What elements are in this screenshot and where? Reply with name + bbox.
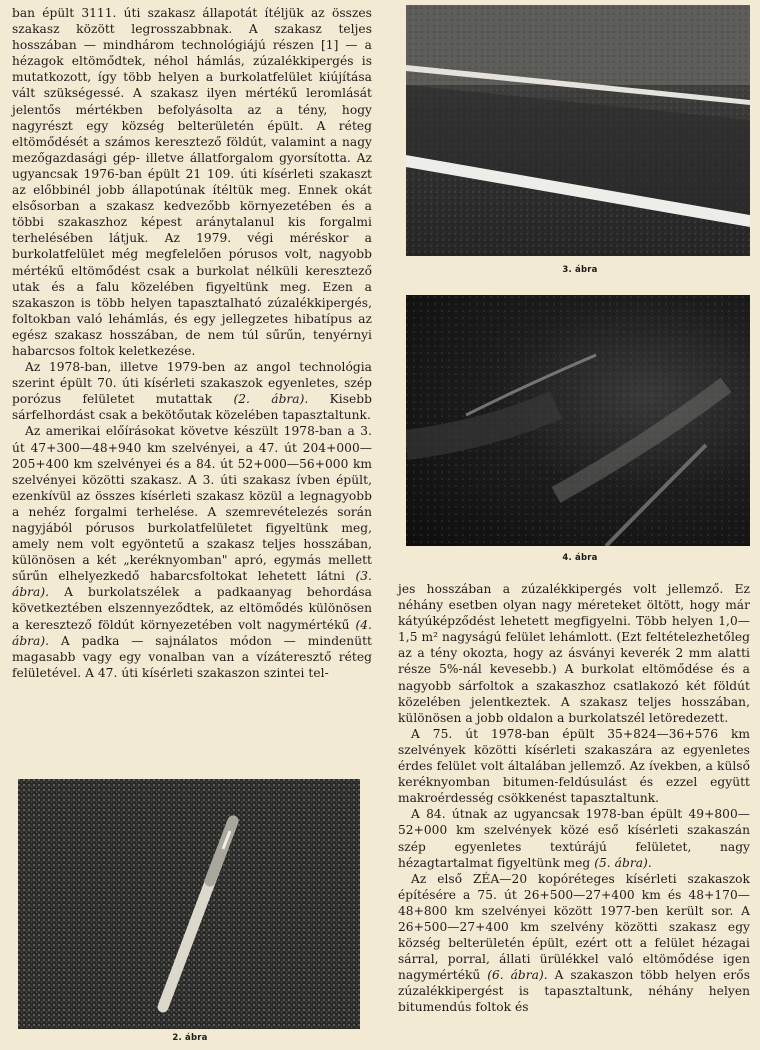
text-run: Az első ZÉA—20 kopóréteges kísérleti szakaszok építésére a 75. út 26+500—27+400 km és 48+170—48+800 km szelvényei között 1977-ben került sor. A 26+500—27+400 km szelvény közötti szakasz egy község belterületén épült, ezért ott a felület hézagai sárral, porral, állati ürülékkel való eltömődése igen nagymértékű	[398, 871, 750, 983]
paragraph: jes hosszában a zúzalékkipergés volt jellemző. Ez néhány esetben olyan nagy méreteket öltött, hogy már kátyúképződést lehetett megfigyelni. Több helyen 1,0—1,5 m² nagyságú felület lehámlott. (Ezt feltételezhetőleg az a tény okozta, hogy az ásványi keverék 2 mm alatti része 5%-nál kevesebb.) A burkolat eltömődése és a nagyobb sárfoltok a szakaszhoz csatlakozó két földút közelében jelentkeztek. A szakasz teljes hosszában, különösen a jobb oldalon a burkolatszél letöredezett.	[398, 582, 750, 725]
figure-2-photo	[18, 779, 360, 1029]
figure-reference: (6. ábra).	[487, 968, 548, 983]
porous-surface-photo-illustration	[18, 779, 360, 1029]
road-edge-photo-illustration	[406, 295, 750, 546]
figure-reference: (4. ábra).	[12, 617, 372, 648]
figure-2-caption: 2. ábra	[172, 1033, 208, 1043]
figure-reference: (5. ábra).	[594, 855, 652, 870]
text-run: A burkolatszélek a padkaanyag behordása következtében elszennyeződtek, az eltömődés különösen a keresztező földút környezetében volt nagymértékű	[12, 585, 372, 632]
figure-4-caption: 4. ábra	[562, 553, 598, 563]
left-column-text	[12, 5, 372, 681]
paragraph	[12, 423, 372, 681]
figure-3-photo	[406, 5, 750, 256]
paragraph	[398, 806, 750, 870]
figure-reference: (2. ábra).	[233, 392, 309, 407]
text-run: A 84. útnak az ugyancsak 1978-ban épült 49+800—52+000 km szelvények közé eső kísérleti szakaszán szép egyenletes textúrájú felületet, nagy hézagtartalmat figyeltünk meg	[398, 807, 750, 870]
figure-4-photo	[406, 295, 750, 546]
right-column-text	[398, 581, 750, 1016]
paragraph	[398, 871, 750, 1016]
text-run: A szakaszon több helyen erős zúzalékkipergést is tapasztaltunk, néhány helyen bitumendús foltok és	[398, 968, 750, 1015]
text-run: Kisebb sárfelhordást csak a bekötőutak közelében tapasztaltunk.	[12, 392, 373, 423]
figure-3-caption: 3. ábra	[562, 265, 598, 275]
road-photo-illustration	[406, 5, 750, 256]
figure-reference: (3. ábra).	[12, 569, 372, 600]
paragraph: ban épült 3111. úti szakasz állapotát ítéljük az összes szakasz között legrosszabbnak. A szakasz teljes hosszában — mindhárom technológiájú részen [1] — a hézagok eltömődtek, néhol hámlás, zúzalékkipergés is mutatkozott, így több helyen a burkolatfelület kiújítása vált szükségessé. A szakasz ilyen mértékű leromlását jelentős mértékben befolyásolta az a tény, hogy nagyrészt egy község belterületén épült. A réteg eltömődését a számos keresztező földút, valamint a nagy mezőgazdasági gép- illetve állatforgalom gyorsította. Az ugyancsak 1976-ban épült 21 109. úti kísérleti szakaszt az előbbinél jobb állapotúnak ítéltük meg. Ennek okát elsősorban a szakasz kedvezőbb környezetében és a többi szakaszhoz képest aránytalanul kis forgalmi terhelésében látjuk. Az 1979. végi méréskor a burkolatfelület még megfelelően pórusos volt, nagyobb mértékű eltömődést csak a burkolat nélküli keresztező utak és a falu közelében figyeltünk meg. Ezen a szakaszon is több helyen tapasztalható zúzalékkipergés, foltokban való lehámlás, és egy jellegzetes hibatípus az egész szakasz hosszában, de nem túl sűrűn, tenyérnyi habarcsos foltok keletkezése.	[12, 6, 372, 358]
text-run: Az 1978-ban, illetve 1979-ben az angol technológia szerint épült 70. úti kísérleti szakaszok egyenletes, szép porózus felületet mutattak	[12, 360, 372, 407]
text-run: A padka — sajnálatos módon — mindenütt magasabb vagy egy vonalban van a vízáteresztő réteg felületével. A 47. úti kísérleti szakaszon szintei tel-	[12, 633, 372, 680]
paragraph: A 75. út 1978-ban épült 35+824—36+576 km szelvények közötti kísérleti szakaszára az egyenletes érdes felület volt általában jellemző. Az ívekben, a külső keréknyomban bitumen-feldúsulást és ezzel együtt makroérdesség csökkenést tapasztaltunk.	[398, 726, 750, 806]
paragraph	[12, 359, 372, 423]
text-run: Az amerikai előírásokat követve készült 1978-ban a 3. út 47+300—48+940 km szelvényei, a 47. út 204+000—205+400 km szelvényei és a 84. út 52+000—56+000 km szelvényei közötti szakasz. A 3. úti szakasz ívben épült, ezenkívül az összes kísérleti szakasz közül a legnagyobb a nehéz forgalmi terhelése. A szemrevételezés során nagyjából pórusos burkolatfelületet figyeltünk meg, amely nem volt egyöntetű a szakasz teljes hosszában, különösen a két „keréknyomban" apró, egymás mellett sűrűn elhelyezkedő habarcsfoltokat lehetett látni	[12, 424, 372, 584]
